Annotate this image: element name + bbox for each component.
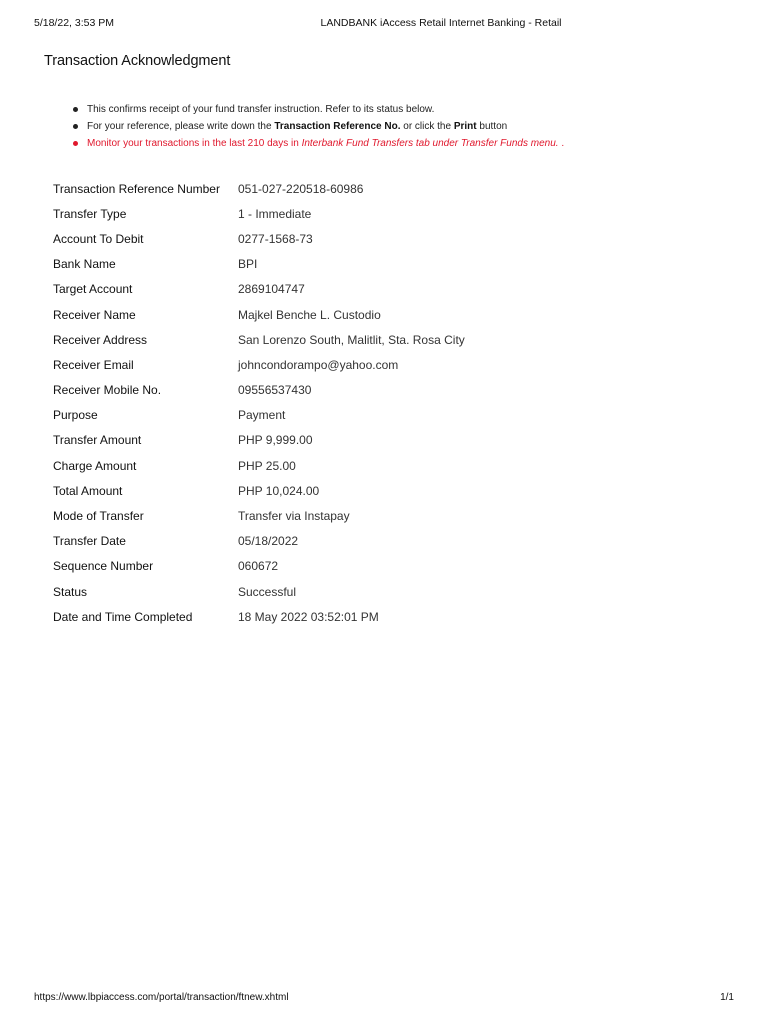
- table-row: [53, 478, 465, 503]
- detail-value: 05/18/2022: [238, 534, 299, 549]
- table-row: [53, 554, 465, 579]
- detail-label: Transfer Amount: [53, 433, 142, 448]
- detail-label: Transfer Type: [53, 206, 127, 221]
- detail-label: Receiver Name: [53, 307, 136, 322]
- detail-label: Bank Name: [53, 257, 116, 272]
- note-text: or click the: [400, 121, 454, 132]
- table-row: [53, 378, 465, 403]
- table-row: [53, 226, 465, 251]
- detail-label: Receiver Address: [53, 332, 148, 347]
- detail-label: Sequence Number: [53, 559, 154, 574]
- detail-value: BPI: [238, 257, 258, 272]
- table-row: [53, 176, 465, 201]
- table-row: [53, 327, 465, 352]
- print-datetime: 5/18/22, 3:53 PM: [34, 17, 114, 29]
- table-row: [53, 252, 465, 277]
- detail-label: Transaction Reference Number: [53, 181, 220, 196]
- table-row: [53, 403, 465, 428]
- note-item-warning: [0, 135, 768, 152]
- table-row: [53, 579, 465, 604]
- detail-value: 18 May 2022 03:52:01 PM: [238, 609, 379, 624]
- detail-value: 1 - Immediate: [238, 206, 312, 221]
- bullet-icon: [73, 141, 78, 146]
- detail-value: PHP 25.00: [238, 458, 296, 473]
- bullet-icon: [73, 124, 78, 129]
- detail-value: johncondorampo@yahoo.com: [238, 357, 399, 372]
- table-row: [53, 529, 465, 554]
- table-row: [53, 453, 465, 478]
- table-row: [53, 352, 465, 377]
- page-url: https://www.lbpiaccess.com/portal/transaction/ftnew.xhtml: [34, 992, 289, 1003]
- page-count: 1/1: [720, 992, 734, 1003]
- note-text: For your reference, please write down the: [87, 121, 275, 132]
- detail-value: PHP 10,024.00: [238, 483, 320, 498]
- bullet-icon: [73, 107, 78, 112]
- print-header: [0, 17, 768, 33]
- note-text: .: [558, 138, 565, 149]
- table-row: [53, 428, 465, 453]
- transaction-details-table: [53, 176, 465, 629]
- detail-label: Charge Amount: [53, 458, 137, 473]
- detail-value: 09556537430: [238, 383, 312, 398]
- detail-value: Successful: [238, 584, 297, 599]
- detail-value: PHP 9,999.00: [238, 433, 313, 448]
- note-menu-hint: Interbank Fund Transfers tab under Transfer Funds menu.: [301, 138, 559, 149]
- detail-value: 051-027-220518-60986: [238, 181, 364, 196]
- detail-label: Purpose: [53, 408, 98, 423]
- note-item: [0, 118, 768, 135]
- detail-label: Total Amount: [53, 483, 123, 498]
- note-text: Monitor your transactions in the last 210 days in: [87, 138, 302, 149]
- print-label: Print: [453, 121, 477, 132]
- table-row: [53, 604, 465, 629]
- page-title: Transaction Acknowledgment: [44, 53, 231, 69]
- note-item: [0, 101, 768, 118]
- table-row: [53, 277, 465, 302]
- detail-value: San Lorenzo South, Malitlit, Sta. Rosa City: [238, 332, 465, 347]
- detail-value: 060672: [238, 559, 279, 574]
- note-text: This confirms receipt of your fund transfer instruction. Refer to its status below.: [87, 104, 435, 115]
- detail-value: Majkel Benche L. Custodio: [238, 307, 381, 322]
- detail-label: Status: [53, 584, 88, 599]
- reference-label: Transaction Reference No.: [274, 121, 401, 132]
- print-footer: [0, 992, 768, 1006]
- table-row: [53, 201, 465, 226]
- detail-value: 0277-1568-73: [238, 231, 313, 246]
- table-row: [53, 302, 465, 327]
- detail-label: Receiver Email: [53, 357, 134, 372]
- table-row: [53, 503, 465, 528]
- detail-label: Receiver Mobile No.: [53, 383, 162, 398]
- note-text: button: [476, 121, 508, 132]
- info-notes: [0, 101, 768, 152]
- detail-label: Date and Time Completed: [53, 609, 193, 624]
- print-page-title: LANDBANK iAccess Retail Internet Banking - Retail: [320, 17, 562, 29]
- detail-label: Target Account: [53, 282, 133, 297]
- detail-value: Payment: [238, 408, 286, 423]
- detail-label: Mode of Transfer: [53, 509, 144, 524]
- detail-label: Transfer Date: [53, 534, 126, 549]
- detail-label: Account To Debit: [53, 231, 144, 246]
- detail-value: 2869104747: [238, 282, 305, 297]
- detail-value: Transfer via Instapay: [238, 509, 350, 524]
